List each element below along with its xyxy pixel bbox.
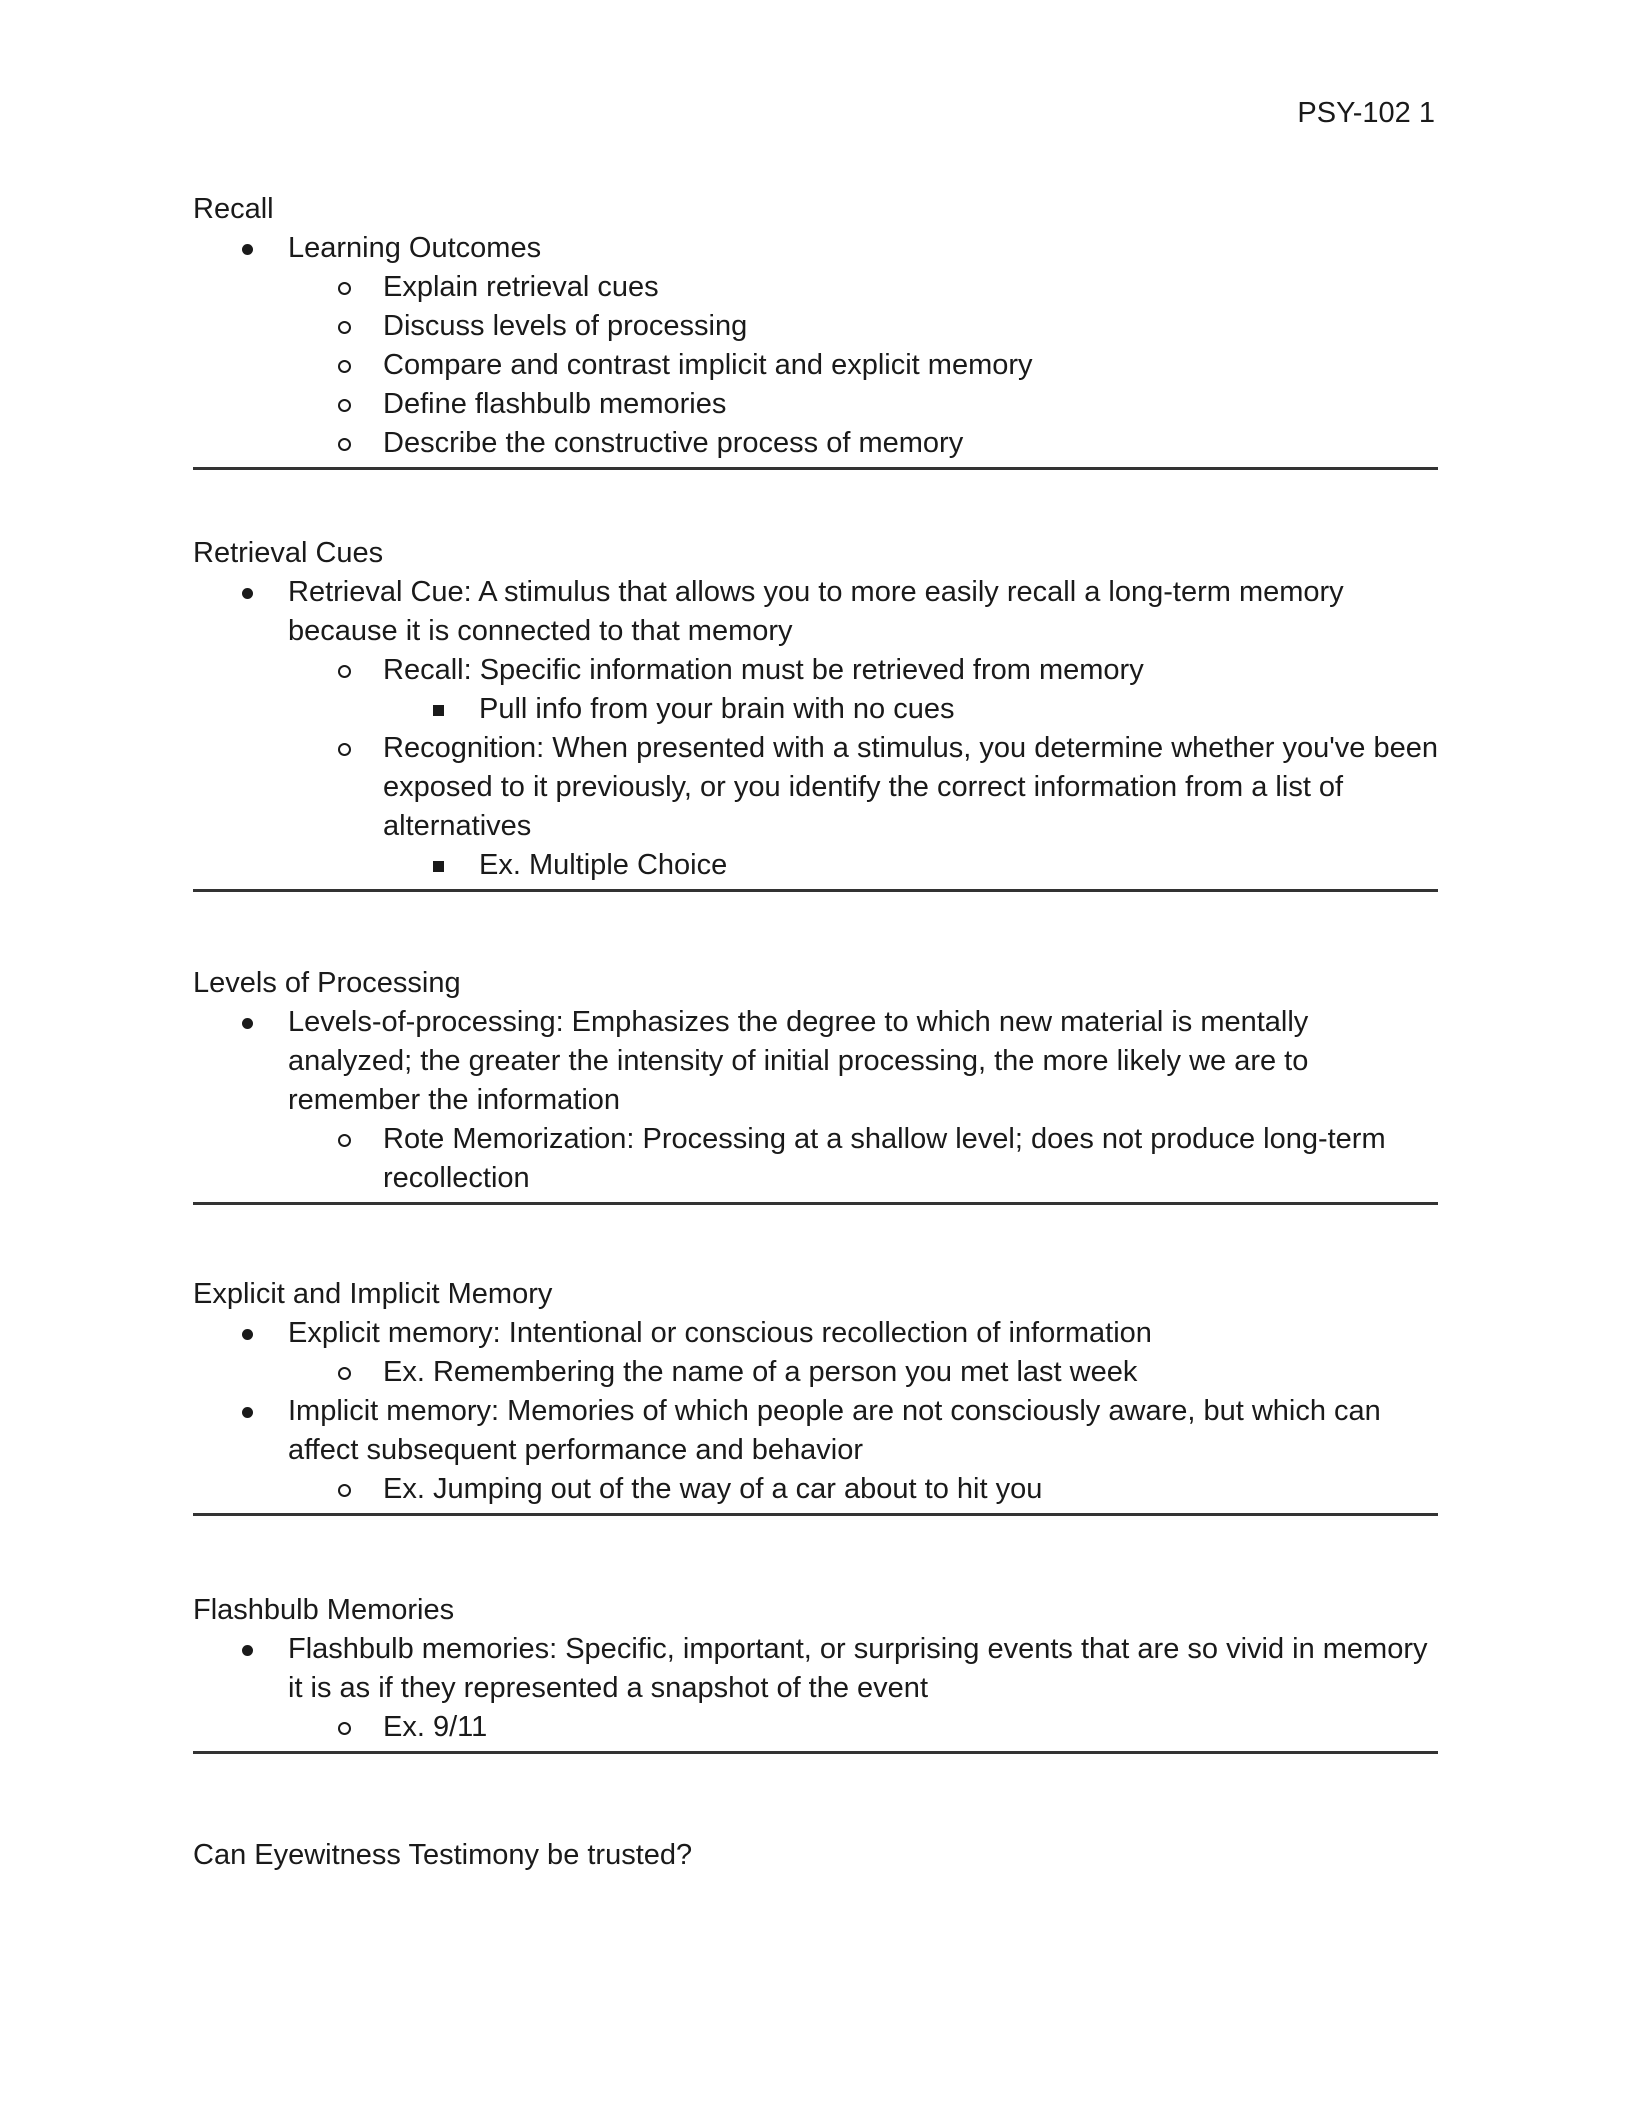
list-item bbox=[193, 1314, 1438, 1353]
section-title: Flashbulb Memories bbox=[193, 1594, 455, 1626]
square-bullet-icon bbox=[433, 861, 444, 872]
hollow-circle-bullet-icon bbox=[338, 360, 351, 373]
section-title: Retrieval Cues bbox=[193, 537, 384, 569]
hollow-circle-bullet-icon bbox=[338, 399, 351, 412]
list-item-text: Discuss levels of processing bbox=[383, 310, 748, 342]
filled-circle-bullet-icon bbox=[242, 1018, 253, 1029]
hollow-circle-bullet-icon bbox=[338, 1722, 351, 1735]
list-item-text: Ex. 9/11 bbox=[383, 1711, 488, 1743]
list-item bbox=[193, 1392, 1438, 1470]
section-flashbulb-memories bbox=[193, 1591, 1438, 1754]
list-item-text: Explicit memory: Intentional or conscious recollection of information bbox=[288, 1317, 1152, 1349]
hollow-circle-bullet-icon bbox=[338, 1484, 351, 1497]
list-item-text: Ex. Jumping out of the way of a car about to hit you bbox=[383, 1473, 1043, 1505]
list-item bbox=[193, 268, 1438, 307]
section-title: Explicit and Implicit Memory bbox=[193, 1278, 553, 1310]
list-item-text: Pull info from your brain with no cues bbox=[479, 693, 955, 725]
list-item-text: Explain retrieval cues bbox=[383, 271, 659, 303]
list-item-text: Recognition: When presented with a stimulus, you determine whether you've been exposed to it previously, or you identify the correct information from a list of alternatives bbox=[383, 732, 1438, 842]
list-item bbox=[193, 307, 1438, 346]
hollow-circle-bullet-icon bbox=[338, 743, 351, 756]
list-item bbox=[193, 846, 1438, 885]
list-item-text: Ex. Multiple Choice bbox=[479, 849, 728, 881]
notes-body bbox=[193, 190, 1438, 1875]
filled-circle-bullet-icon bbox=[242, 1407, 253, 1418]
section-title: Levels of Processing bbox=[193, 967, 461, 999]
list-item-text: Rote Memorization: Processing at a shallow level; does not produce long-term recollection bbox=[383, 1123, 1386, 1194]
list-item bbox=[193, 385, 1438, 424]
list-item-text: Ex. Remembering the name of a person you met last week bbox=[383, 1356, 1138, 1388]
filled-circle-bullet-icon bbox=[242, 1645, 253, 1656]
bullet-list bbox=[193, 1630, 1438, 1747]
filled-circle-bullet-icon bbox=[242, 1329, 253, 1340]
list-item-text: Levels-of-processing: Emphasizes the degree to which new material is mentally analyzed; the greater the intensity of initial processing, the more likely we are to remember the information bbox=[288, 1006, 1309, 1116]
bullet-list bbox=[193, 229, 1438, 463]
bullet-list bbox=[193, 1003, 1438, 1198]
list-item bbox=[193, 651, 1438, 690]
list-item bbox=[193, 229, 1438, 268]
list-item bbox=[193, 1353, 1438, 1392]
section-retrieval-cues bbox=[193, 534, 1438, 892]
section-levels-of-processing bbox=[193, 964, 1438, 1205]
list-item bbox=[193, 1120, 1438, 1198]
section-explicit-implicit-memory bbox=[193, 1275, 1438, 1516]
list-item bbox=[193, 1630, 1438, 1708]
list-item bbox=[193, 573, 1438, 651]
section-recall bbox=[193, 190, 1438, 470]
section-title: Recall bbox=[193, 193, 274, 225]
page-header: PSY-102 1 bbox=[1297, 97, 1435, 129]
hollow-circle-bullet-icon bbox=[338, 1367, 351, 1380]
list-item bbox=[193, 346, 1438, 385]
hollow-circle-bullet-icon bbox=[338, 321, 351, 334]
list-item bbox=[193, 1470, 1438, 1509]
list-item-text: Define flashbulb memories bbox=[383, 388, 727, 420]
list-item bbox=[193, 424, 1438, 463]
list-item bbox=[193, 690, 1438, 729]
hollow-circle-bullet-icon bbox=[338, 1134, 351, 1147]
list-item-text: Learning Outcomes bbox=[288, 232, 542, 264]
bullet-list bbox=[193, 573, 1438, 885]
filled-circle-bullet-icon bbox=[242, 244, 253, 255]
list-item-text: Describe the constructive process of memory bbox=[383, 427, 964, 459]
hollow-circle-bullet-icon bbox=[338, 282, 351, 295]
bullet-list bbox=[193, 1314, 1438, 1509]
list-item-text: Compare and contrast implicit and explicit memory bbox=[383, 349, 1033, 381]
list-item bbox=[193, 729, 1438, 846]
list-item-text: Retrieval Cue: A stimulus that allows you to more easily recall a long-term memory because it is connected to that memory bbox=[288, 576, 1344, 647]
list-item-text: Flashbulb memories: Specific, important, or surprising events that are so vivid in memory it is as if they represented a snapshot of the event bbox=[288, 1633, 1428, 1704]
list-item bbox=[193, 1003, 1438, 1120]
hollow-circle-bullet-icon bbox=[338, 438, 351, 451]
final-heading: Can Eyewitness Testimony be trusted? bbox=[193, 1839, 693, 1871]
filled-circle-bullet-icon bbox=[242, 588, 253, 599]
list-item-text: Recall: Specific information must be retrieved from memory bbox=[383, 654, 1144, 686]
list-item bbox=[193, 1708, 1438, 1747]
square-bullet-icon bbox=[433, 705, 444, 716]
list-item-text: Implicit memory: Memories of which people are not consciously aware, but which can affect subsequent performance and behavior bbox=[288, 1395, 1381, 1466]
hollow-circle-bullet-icon bbox=[338, 665, 351, 678]
